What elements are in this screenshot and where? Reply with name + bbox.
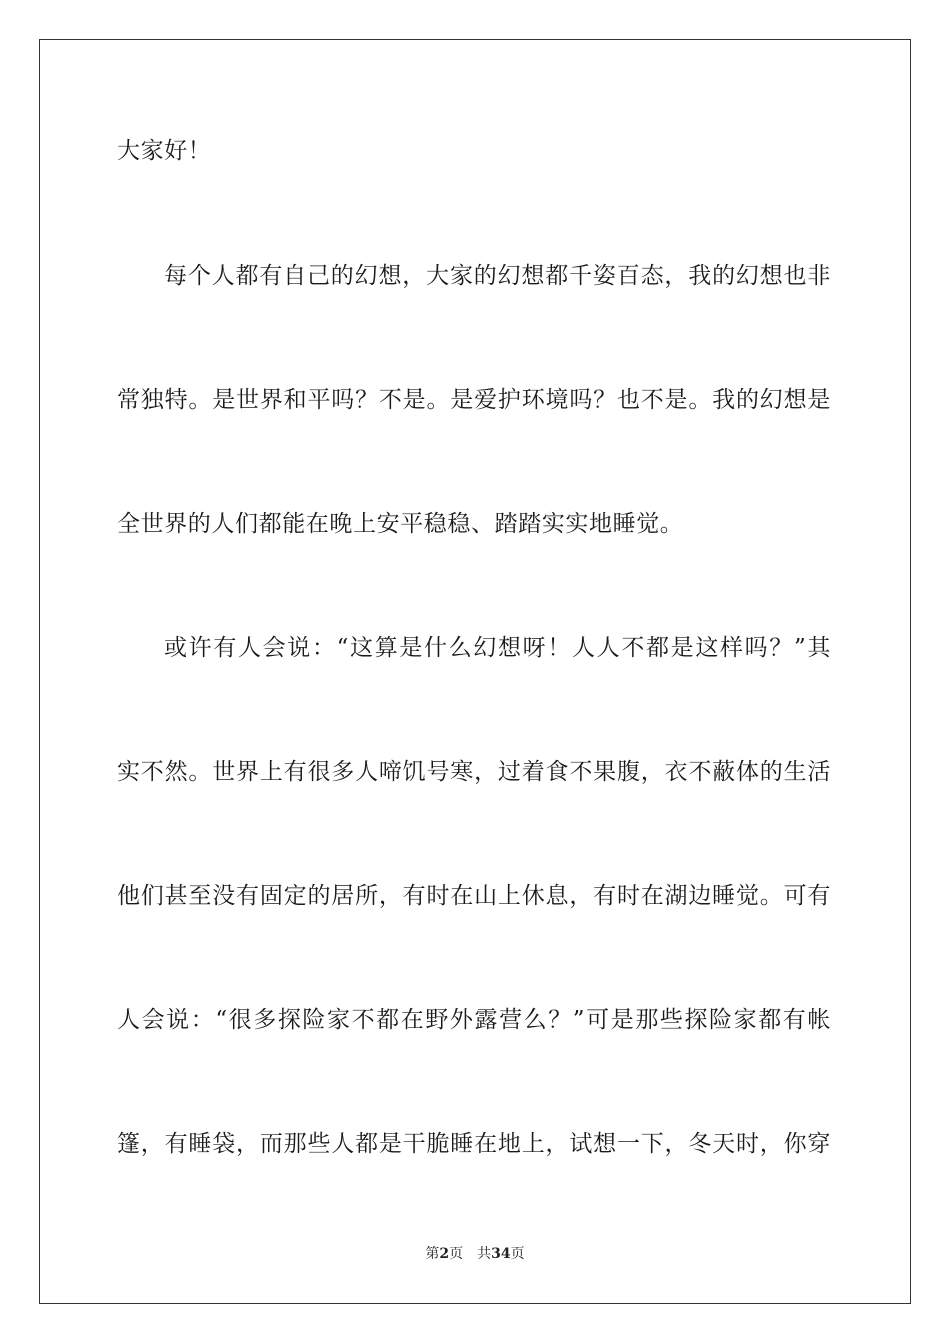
paragraph-2-line-1: 或许有人会说：“这算是什么幻想呀！人人不都是这样吗？”其 xyxy=(164,635,831,661)
page-suffix: 页 xyxy=(449,1246,464,1262)
paragraph-2-line-5: 篷，有睡袋，而那些人都是干脆睡在地上，试想一下，冬天时，你穿 xyxy=(117,1131,831,1157)
greeting-line: 大家好！ xyxy=(117,138,212,164)
page-prefix: 第 xyxy=(425,1246,440,1262)
page-number: 2 xyxy=(439,1246,450,1262)
page-footer xyxy=(0,1245,950,1263)
paragraph-1-line-1: 每个人都有自己的幻想，大家的幻想都千姿百态，我的幻想也非 xyxy=(164,263,831,289)
paragraph-2-line-2: 实不然。世界上有很多人啼饥号寒，过着食不果腹，衣不蔽体的生活 xyxy=(117,759,831,785)
paragraph-1-line-2: 常独特。是世界和平吗？不是。是爱护环境吗？也不是。我的幻想是 xyxy=(117,387,831,413)
total-suffix: 页 xyxy=(510,1246,525,1262)
total-pages: 34 xyxy=(491,1246,511,1262)
paragraph-2-line-3: 他们甚至没有固定的居所，有时在山上休息，有时在湖边睡觉。可有 xyxy=(117,883,831,909)
page-border xyxy=(39,39,911,1304)
paragraph-1-line-3: 全世界的人们都能在晚上安平稳稳、踏踏实实地睡觉。 xyxy=(117,511,684,537)
paragraph-2-line-4: 人会说：“很多探险家不都在野外露营么？”可是那些探险家都有帐 xyxy=(117,1007,831,1033)
total-prefix: 共 xyxy=(477,1246,492,1262)
